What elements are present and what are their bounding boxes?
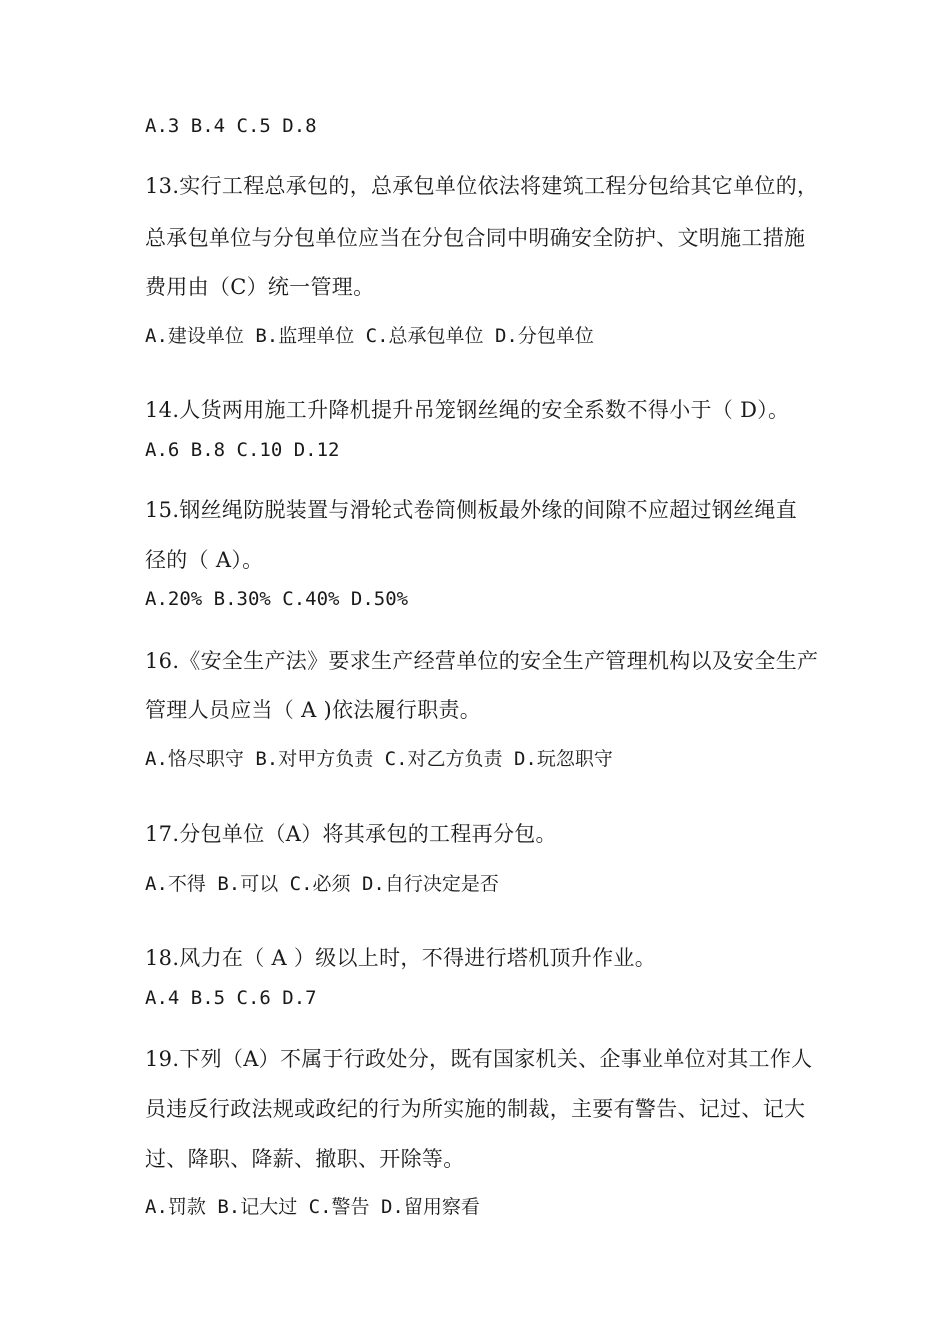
q16-text-line-1: 16.《安全生产法》要求生产经营单位的安全生产管理机构以及安全生产 xyxy=(145,649,819,673)
q17-text: 17.分包单位（A）将其承包的工程再分包。 xyxy=(145,822,557,846)
q13-text-line-1: 13.实行工程总承包的，总承包单位依法将建筑工程分包给其它单位的， xyxy=(145,174,819,198)
q13-text-line-2: 总承包单位与分包单位应当在分包合同中明确安全防护、文明施工措施 xyxy=(145,226,806,250)
q13-options: A.建设单位 B.监理单位 C.总承包单位 D.分包单位 xyxy=(145,325,594,347)
q14-text: 14.人货两用施工升降机提升吊笼钢丝绳的安全系数不得小于（ D）。 xyxy=(145,398,790,422)
q15-text-line-1: 15.钢丝绳防脱装置与滑轮式卷筒侧板最外缘的间隙不应超过钢丝绳直 xyxy=(145,498,797,522)
q15-options: A.20% B.30% C.40% D.50% xyxy=(145,588,409,610)
q18-text: 18.风力在（ A ）级以上时，不得进行塔机顶升作业。 xyxy=(145,946,657,970)
q18-options: A.4 B.5 C.6 D.7 xyxy=(145,987,317,1009)
q19-text-line-2: 员违反行政法规或政纪的行为所实施的制裁，主要有警告、记过、记大 xyxy=(145,1097,806,1121)
q14-options: A.6 B.8 C.10 D.12 xyxy=(145,439,340,461)
q16-options: A.恪尽职守 B.对甲方负责 C.对乙方负责 D.玩忽职守 xyxy=(145,748,613,770)
q19-options: A.罚款 B.记大过 C.警告 D.留用察看 xyxy=(145,1196,480,1218)
q15-text-line-2: 径的（ A）。 xyxy=(145,548,264,572)
q17-options: A.不得 B.可以 C.必须 D.自行决定是否 xyxy=(145,873,499,895)
q13-text-line-3: 费用由（C）统一管理。 xyxy=(145,275,375,299)
q16-text-line-2: 管理人员应当（ A )依法履行职责。 xyxy=(145,698,482,722)
q12-options: A.3 B.4 C.5 D.8 xyxy=(145,115,317,137)
q19-text-line-3: 过、降职、降薪、撤职、开除等。 xyxy=(145,1147,465,1171)
q19-text-line-1: 19.下列（A）不属于行政处分，既有国家机关、企事业单位对其工作人 xyxy=(145,1047,813,1071)
